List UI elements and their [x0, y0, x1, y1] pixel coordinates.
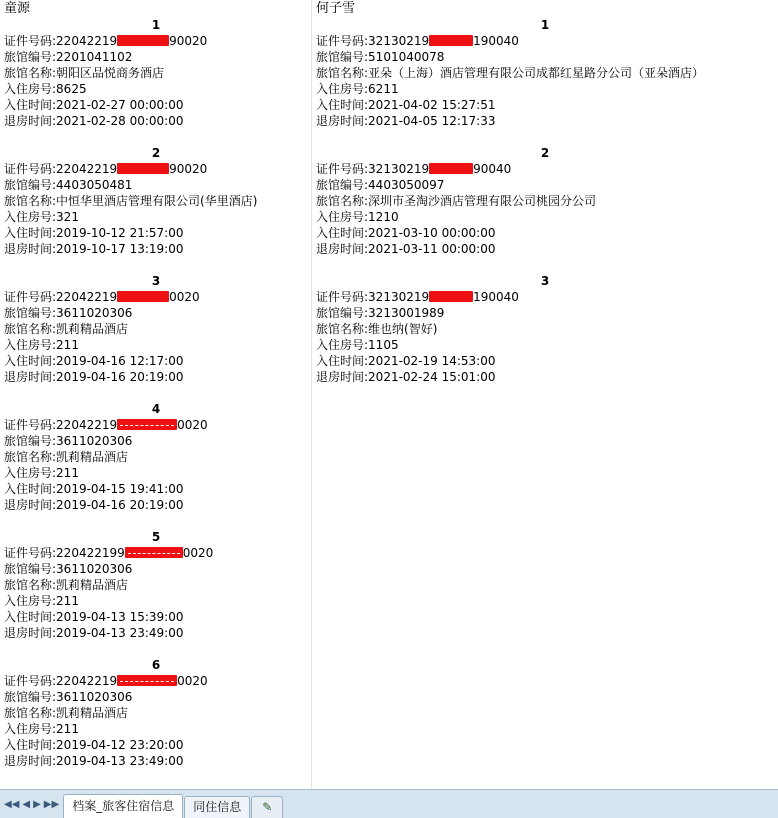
record-index: 5: [151, 530, 161, 544]
field-label: 退房时间:: [4, 114, 57, 128]
record-field: [0, 241, 311, 257]
record-field: [0, 609, 311, 625]
record-index: 1: [540, 18, 550, 32]
record-field: [312, 353, 778, 369]
record-field: [0, 689, 311, 705]
field-value: 3611020306: [56, 306, 133, 320]
field-value: 2019-04-16 20:19:00: [56, 370, 184, 384]
field-label: 旅馆名称:: [4, 706, 57, 720]
field-value: 1210: [368, 210, 399, 224]
field-value-prefix: 22042219: [56, 34, 118, 48]
record-field: [0, 65, 311, 81]
field-label: 入住时间:: [4, 98, 57, 112]
redaction-bar: [117, 419, 177, 430]
field-label: 入住房号:: [4, 466, 57, 480]
field-value: 2021-02-24 15:01:00: [368, 370, 496, 384]
field-label: 退房时间:: [4, 498, 57, 512]
field-label: 证件号码:: [4, 162, 57, 176]
record-field: [0, 465, 311, 481]
field-label: 证件号码:: [316, 34, 369, 48]
field-value-prefix: 32130219: [368, 290, 430, 304]
field-label: 旅馆编号:: [4, 690, 57, 704]
field-value-prefix: 22042219: [56, 290, 118, 304]
record-field: [0, 113, 311, 129]
field-value: 5101040078: [368, 50, 445, 64]
field-value: 4403050481: [56, 178, 133, 192]
field-value: 2201041102: [56, 50, 133, 64]
field-value-suffix: 0020: [177, 418, 208, 432]
field-value: 2021-04-05 12:17:33: [368, 114, 496, 128]
column-person-1: [0, 0, 312, 790]
field-value: 凯莉精品酒店: [56, 450, 129, 464]
record-field: [0, 305, 311, 321]
field-label: 旅馆编号:: [316, 178, 369, 192]
record-field: [0, 737, 311, 753]
record-field: [0, 177, 311, 193]
field-label: 入住房号:: [4, 210, 57, 224]
record-field: [0, 721, 311, 737]
field-label: 旅馆编号:: [316, 306, 369, 320]
record-field: [312, 193, 778, 209]
field-value-suffix: 190040: [473, 34, 519, 48]
field-label: 旅馆编号:: [4, 562, 57, 576]
field-label: 证件号码:: [316, 162, 369, 176]
sheet-tab[interactable]: 同住信息: [184, 796, 250, 818]
record-field: [0, 49, 311, 65]
record-spacer: [0, 129, 311, 145]
field-label: 退房时间:: [316, 242, 369, 256]
field-value: 2019-04-13 23:49:00: [56, 754, 184, 768]
record-field: [0, 561, 311, 577]
record-index: 4: [151, 402, 161, 416]
field-value: 2019-10-17 13:19:00: [56, 242, 184, 256]
field-label: 入住时间:: [4, 610, 57, 624]
record-field: [312, 289, 778, 305]
field-label: 旅馆名称:: [4, 450, 57, 464]
field-label: 入住房号:: [4, 82, 57, 96]
field-label: 入住房号:: [4, 722, 57, 736]
field-label: 入住时间:: [4, 354, 57, 368]
record-index: 1: [151, 18, 161, 32]
field-value-suffix: 190040: [473, 290, 519, 304]
field-value: 亚朵（上海）酒店管理有限公司成都红星路分公司（亚朵酒店）: [368, 66, 705, 80]
field-value: 2021-03-11 00:00:00: [368, 242, 496, 256]
record-field: [0, 417, 311, 433]
field-value: 凯莉精品酒店: [56, 706, 129, 720]
field-label: 证件号码:: [4, 546, 57, 560]
record-field: [312, 209, 778, 225]
record-field: [0, 161, 311, 177]
field-label: 旅馆名称:: [316, 322, 369, 336]
field-value: 211: [56, 338, 79, 352]
record-field: [312, 369, 778, 385]
field-value: 3611020306: [56, 562, 133, 576]
field-value: 2019-04-16 20:19:00: [56, 498, 184, 512]
redaction-bar: [125, 547, 183, 558]
record-spacer: [312, 257, 778, 273]
field-value-prefix: 32130219: [368, 162, 430, 176]
person-records-2: [312, 17, 778, 401]
person-records-1: [0, 17, 311, 785]
field-value: 8625: [56, 82, 87, 96]
field-label: 入住时间:: [4, 226, 57, 240]
field-label: 退房时间:: [4, 626, 57, 640]
record-field: [0, 353, 311, 369]
redaction-bar: [117, 675, 177, 686]
field-value-prefix: 22042219: [56, 674, 118, 688]
record-field: [0, 33, 311, 49]
field-label: 证件号码:: [4, 34, 57, 48]
record-field: [312, 113, 778, 129]
record-field: [312, 241, 778, 257]
field-label: 入住房号:: [4, 338, 57, 352]
record-field: [0, 673, 311, 689]
field-value: 1105: [368, 338, 399, 352]
field-value: 321: [56, 210, 79, 224]
record-field: [0, 321, 311, 337]
field-label: 入住房号:: [316, 210, 369, 224]
field-label: 证件号码:: [4, 418, 57, 432]
record-field: [0, 545, 311, 561]
field-label: 旅馆编号:: [4, 50, 57, 64]
field-value: 朝阳区品悦商务酒店: [56, 66, 165, 80]
field-value-prefix: 22042219: [56, 162, 118, 176]
field-label: 入住房号:: [316, 82, 369, 96]
record-spacer: [0, 641, 311, 657]
field-label: 旅馆名称:: [4, 322, 57, 336]
field-value-suffix: 0020: [169, 290, 200, 304]
next-sheet-icon[interactable]: ▶: [33, 799, 41, 810]
record-field: [0, 497, 311, 513]
record-field: [312, 225, 778, 241]
sheet-tabs: [63, 794, 284, 818]
record-field: [0, 481, 311, 497]
record-field: [0, 593, 311, 609]
record-field: [0, 705, 311, 721]
redaction-bar: [117, 35, 169, 46]
record-field: [312, 81, 778, 97]
field-label: 入住时间:: [4, 482, 57, 496]
field-value-suffix: 0020: [182, 546, 214, 560]
field-value-suffix: 90040: [473, 162, 512, 176]
last-sheet-icon[interactable]: ▶▶: [43, 799, 60, 810]
field-value: 维也纳(智好): [368, 322, 438, 336]
record-field: [0, 289, 311, 305]
field-label: 旅馆名称:: [4, 66, 57, 80]
record-index: 3: [151, 274, 161, 288]
person-name-header-2: 何子雪: [312, 0, 778, 17]
field-label: 退房时间:: [4, 370, 57, 384]
field-label: 入住时间:: [316, 226, 369, 240]
field-label: 旅馆编号:: [4, 434, 57, 448]
record-index: 3: [540, 274, 550, 288]
record-spacer: [0, 385, 311, 401]
record-field: [0, 209, 311, 225]
field-value: 凯莉精品酒店: [56, 578, 129, 592]
record-field: [0, 337, 311, 353]
field-value: 4403050097: [368, 178, 445, 192]
record-field: [0, 433, 311, 449]
field-label: 入住时间:: [4, 738, 57, 752]
field-label: 证件号码:: [316, 290, 369, 304]
record-field: [312, 161, 778, 177]
field-label: 旅馆编号:: [316, 50, 369, 64]
sheet-tab[interactable]: ✎: [251, 796, 283, 818]
field-value: 2019-10-12 21:57:00: [56, 226, 184, 240]
record-field: [312, 321, 778, 337]
sheet-tab[interactable]: 档案_旅客住宿信息: [63, 794, 183, 818]
field-value: 深圳市圣淘沙酒店管理有限公司桃园分公司: [368, 194, 597, 208]
field-label: 退房时间:: [316, 114, 369, 128]
redaction-bar: [429, 35, 473, 46]
field-value: 2019-04-13 23:49:00: [56, 626, 184, 640]
field-label: 旅馆名称:: [316, 194, 369, 208]
record-field: [0, 225, 311, 241]
field-value: 211: [56, 594, 79, 608]
field-value: 3611020306: [56, 434, 133, 448]
field-value: 2021-02-19 14:53:00: [368, 354, 496, 368]
record-index: 6: [151, 658, 161, 672]
record-field: [312, 337, 778, 353]
record-field: [0, 753, 311, 769]
field-value-prefix: 32130219: [368, 34, 430, 48]
record-field: [312, 305, 778, 321]
record-field: [312, 65, 778, 81]
field-value: 2021-04-02 15:27:51: [368, 98, 496, 112]
field-value: 211: [56, 466, 79, 480]
field-label: 入住时间:: [316, 98, 369, 112]
record-field: [312, 177, 778, 193]
field-value-prefix: 22042219: [56, 418, 118, 432]
field-value: 6211: [368, 82, 399, 96]
field-value: 3611020306: [56, 690, 133, 704]
field-value: 2021-02-27 00:00:00: [56, 98, 184, 112]
record-spacer: [312, 385, 778, 401]
column-person-2: [312, 0, 778, 790]
record-spacer: [312, 129, 778, 145]
field-value: 2019-04-16 12:17:00: [56, 354, 184, 368]
record-spacer: [0, 513, 311, 529]
field-label: 旅馆名称:: [316, 66, 369, 80]
record-spacer: [0, 769, 311, 785]
field-value: 中恒华里酒店管理有限公司(华里酒店): [56, 194, 258, 208]
field-value: 2021-03-10 00:00:00: [368, 226, 496, 240]
field-value: 2019-04-13 15:39:00: [56, 610, 184, 624]
field-value-suffix: 90020: [169, 162, 208, 176]
redaction-bar: [117, 163, 169, 174]
field-label: 入住房号:: [4, 594, 57, 608]
record-field: [312, 33, 778, 49]
record-index: 2: [151, 146, 161, 160]
record-spacer: [0, 257, 311, 273]
field-label: 旅馆名称:: [4, 194, 57, 208]
field-value: 凯莉精品酒店: [56, 322, 129, 336]
redaction-bar: [117, 291, 169, 302]
field-label: 退房时间:: [4, 754, 57, 768]
field-label: 证件号码:: [4, 674, 57, 688]
field-label: 旅馆编号:: [4, 306, 57, 320]
prev-sheet-icon[interactable]: ◀: [22, 799, 31, 810]
field-value: 211: [56, 722, 79, 736]
field-value: 2021-02-28 00:00:00: [56, 114, 184, 128]
record-field: [0, 577, 311, 593]
person-name-header-1: 童源: [0, 0, 311, 17]
field-label: 退房时间:: [4, 242, 57, 256]
record-field: [0, 81, 311, 97]
sheet-nav-arrows[interactable]: [0, 794, 63, 818]
field-value: 3213001989: [368, 306, 445, 320]
field-value-suffix: 90020: [169, 34, 208, 48]
field-label: 入住房号:: [316, 338, 369, 352]
redaction-bar: [429, 291, 473, 302]
record-field: [0, 449, 311, 465]
record-field: [0, 193, 311, 209]
first-sheet-icon[interactable]: ◀◀: [4, 799, 20, 810]
field-label: 退房时间:: [316, 370, 369, 384]
field-label: 旅馆编号:: [4, 178, 57, 192]
sheet-tab-bar: [0, 789, 778, 818]
field-value: 2019-04-12 23:20:00: [56, 738, 184, 752]
field-value: 2019-04-15 19:41:00: [56, 482, 184, 496]
record-field: [312, 49, 778, 65]
record-field: [312, 97, 778, 113]
record-field: [0, 625, 311, 641]
field-value-prefix: 220422199: [56, 546, 125, 560]
redaction-bar: [429, 163, 473, 174]
record-index: 2: [540, 146, 550, 160]
field-label: 证件号码:: [4, 290, 57, 304]
field-label: 入住时间:: [316, 354, 369, 368]
field-label: 旅馆名称:: [4, 578, 57, 592]
record-field: [0, 97, 311, 113]
record-field: [0, 369, 311, 385]
field-value-suffix: 0020: [177, 674, 208, 688]
